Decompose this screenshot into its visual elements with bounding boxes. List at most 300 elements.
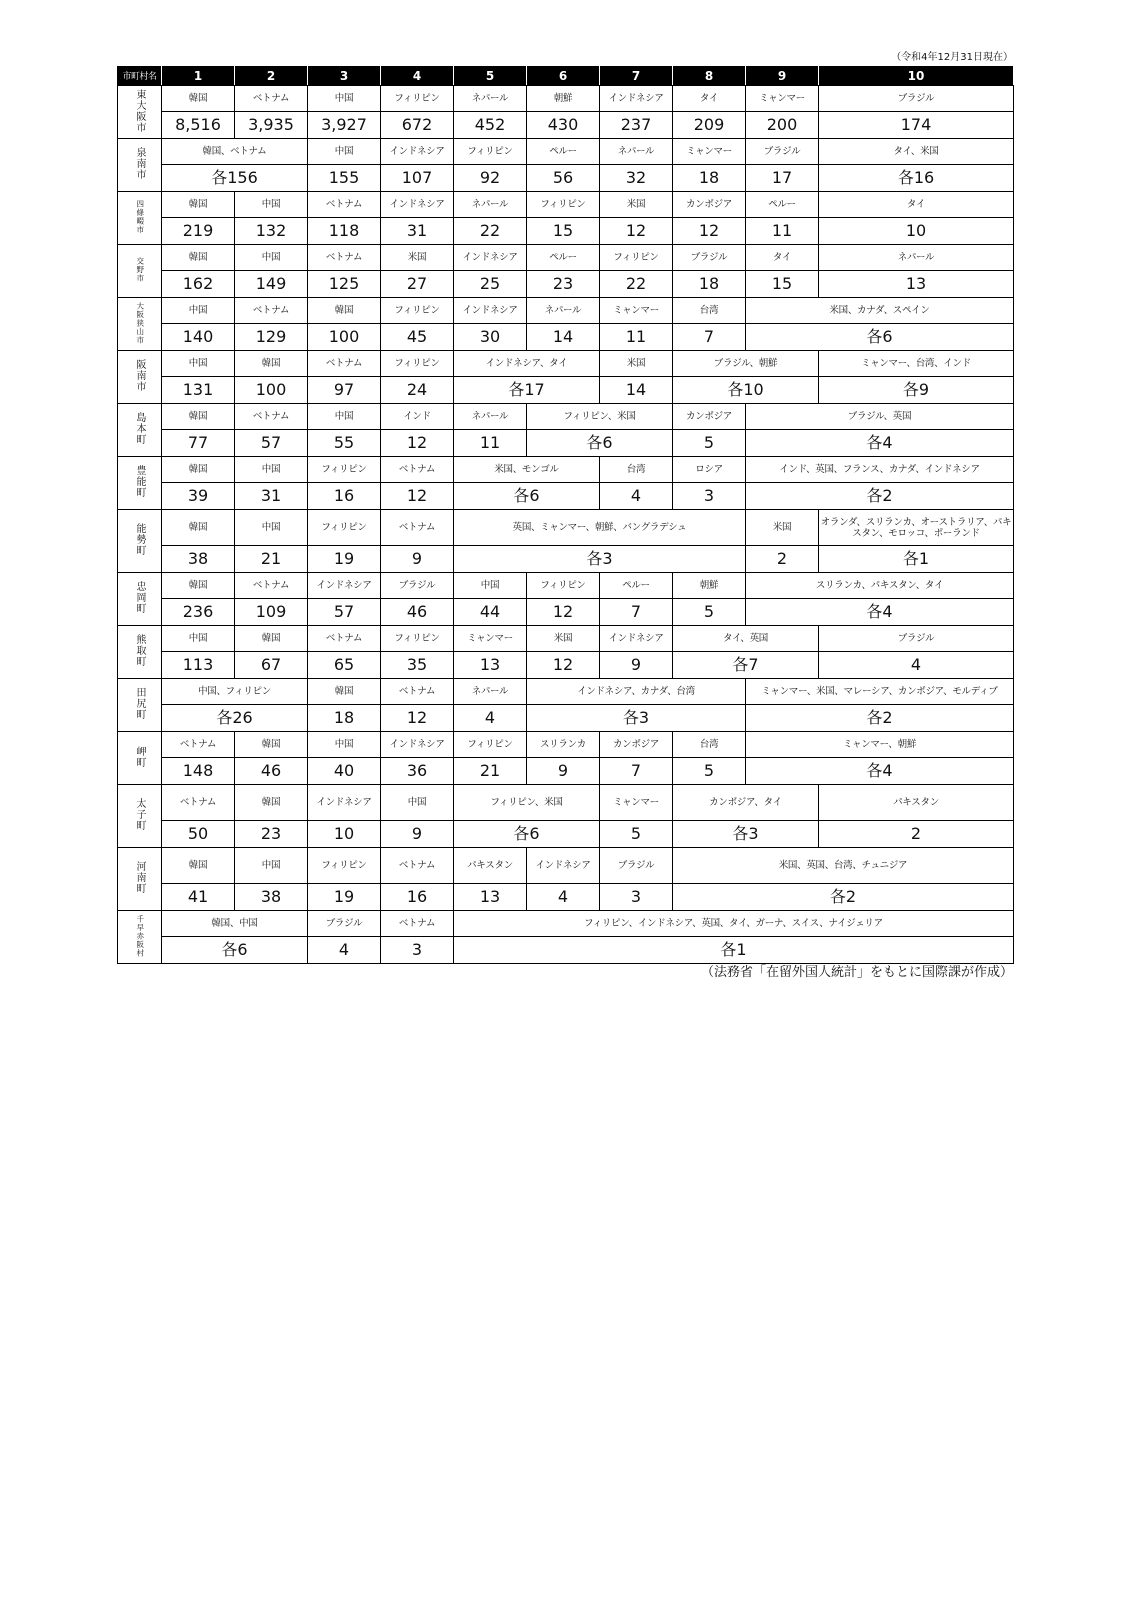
value-row [118,430,1014,457]
count-cell: 各3 [673,821,819,848]
municipality-name [118,404,162,457]
count-cell: 11 [454,430,527,457]
count-cell: 各2 [746,483,1014,510]
value-row [118,112,1014,139]
country-row [118,573,1014,599]
count-cell: 3,935 [235,112,308,139]
country-cell: カンボジア [673,192,746,218]
municipality-label: 能勢町 [134,523,145,556]
count-cell: 200 [746,112,819,139]
count-cell: 56 [527,165,600,192]
count-cell: 9 [600,652,673,679]
country-cell: フィリピン、米国 [454,785,600,821]
country-cell: ミャンマー [454,626,527,652]
count-cell: 140 [162,324,235,351]
country-cell: 米国 [381,245,454,271]
country-cell: インド [381,404,454,430]
count-cell: 45 [381,324,454,351]
country-cell: ネパール [454,86,527,112]
country-cell: ベトナム [381,679,454,705]
country-cell: ブラジル [673,245,746,271]
municipality-name [118,732,162,785]
country-cell: フィリピン、米国 [527,404,673,430]
municipality-label: 河南町 [134,861,145,894]
country-cell: インドネシア [381,732,454,758]
country-cell: ブラジル [819,86,1014,112]
country-cell: 台湾 [673,298,746,324]
count-cell: 57 [235,430,308,457]
country-cell: 朝鮮 [673,573,746,599]
country-cell: インド、英国、フランス、カナダ、インドネシア [746,457,1014,483]
country-row [118,510,1014,546]
count-cell: 各6 [746,324,1014,351]
country-cell: ブラジル、朝鮮 [673,351,819,377]
country-cell: ブラジル [381,573,454,599]
country-cell: タイ [673,86,746,112]
count-cell: 100 [308,324,381,351]
country-cell: ネパール [454,679,527,705]
count-cell: 113 [162,652,235,679]
value-row [118,599,1014,626]
count-cell: 各2 [673,884,1014,911]
count-cell: 27 [381,271,454,298]
count-cell: 17 [746,165,819,192]
count-cell: 21 [454,758,527,785]
count-cell: 19 [308,546,381,573]
count-cell: 各7 [673,652,819,679]
rank-header: 4 [381,66,454,86]
count-cell: 672 [381,112,454,139]
country-cell: 中国 [235,848,308,884]
country-row [118,679,1014,705]
country-row [118,732,1014,758]
count-cell: 各3 [454,546,746,573]
country-cell: ペルー [600,573,673,599]
count-cell: 97 [308,377,381,404]
municipality-label: 阪南市 [134,359,145,392]
count-cell: 155 [308,165,381,192]
country-cell: ミャンマー、米国、マレーシア、カンボジア、モルディブ [746,679,1014,705]
country-cell: ミャンマー [600,785,673,821]
country-cell: インドネシア [308,573,381,599]
country-cell: インドネシア、カナダ、台湾 [527,679,746,705]
country-cell: ベトナム [381,510,454,546]
country-cell: 中国 [162,298,235,324]
country-cell: インドネシア、タイ [454,351,600,377]
country-cell: 韓国 [162,573,235,599]
count-cell: 2 [819,821,1014,848]
municipality-label: 島本町 [134,412,145,445]
country-cell: 韓国 [235,626,308,652]
municipality-name [118,139,162,192]
count-cell: 22 [600,271,673,298]
country-cell: 韓国 [308,679,381,705]
country-cell: ベトナム [162,732,235,758]
municipality-name [118,192,162,245]
count-cell: 40 [308,758,381,785]
rank-header: 10 [819,66,1014,86]
country-cell: ミャンマー [600,298,673,324]
count-cell: 118 [308,218,381,245]
table-body [118,86,1014,964]
municipality-name [118,785,162,848]
count-cell: 39 [162,483,235,510]
count-cell: 46 [235,758,308,785]
country-cell: 米国 [746,510,819,546]
rank-header: 5 [454,66,527,86]
country-cell: ミャンマー、朝鮮 [746,732,1014,758]
count-cell: 9 [527,758,600,785]
count-cell: 各1 [819,546,1014,573]
count-cell: 13 [819,271,1014,298]
count-cell: 2 [746,546,819,573]
count-cell: 5 [673,599,746,626]
country-cell: インドネシア [381,192,454,218]
country-cell: インドネシア [600,626,673,652]
country-cell: ベトナム [308,192,381,218]
count-cell: 12 [673,218,746,245]
value-row [118,884,1014,911]
municipality-name [118,457,162,510]
country-cell: ベトナム [235,573,308,599]
country-cell: フィリピン [381,626,454,652]
count-cell: 10 [819,218,1014,245]
count-cell: 65 [308,652,381,679]
count-cell: 32 [600,165,673,192]
count-cell: 11 [746,218,819,245]
country-cell: ミャンマー [673,139,746,165]
country-cell: 中国 [162,626,235,652]
count-cell: 44 [454,599,527,626]
country-cell: インドネシア [454,245,527,271]
country-cell: ベトナム [235,298,308,324]
count-cell: 36 [381,758,454,785]
country-cell: 米国 [600,192,673,218]
count-cell: 31 [235,483,308,510]
country-row [118,192,1014,218]
source-note: （法務省「在留外国人統計」をもとに国際課が作成） [700,965,1013,980]
country-row [118,86,1014,112]
count-cell: 18 [673,165,746,192]
count-cell: 各6 [454,483,600,510]
municipality-name [118,298,162,351]
count-cell: 4 [819,652,1014,679]
count-cell: 10 [308,821,381,848]
country-cell: ブラジル [819,626,1014,652]
municipality-name [118,245,162,298]
country-cell: 韓国 [162,245,235,271]
rank-header: 7 [600,66,673,86]
country-cell: フィリピン [381,298,454,324]
count-cell: 13 [454,652,527,679]
country-cell: ベトナム [162,785,235,821]
municipality-name [118,573,162,626]
country-cell: タイ、米国 [819,139,1014,165]
count-cell: 各6 [162,937,308,964]
country-cell: 米国 [527,626,600,652]
value-row [118,758,1014,785]
municipality-name [118,848,162,911]
country-cell: インドネシア [600,86,673,112]
country-row [118,911,1014,937]
country-cell: ベトナム [308,626,381,652]
count-cell: 30 [454,324,527,351]
count-cell: 9 [381,546,454,573]
country-cell: ベトナム [235,86,308,112]
count-cell: 各10 [673,377,819,404]
count-cell: 41 [162,884,235,911]
country-cell: 韓国 [162,848,235,884]
count-cell: 3 [600,884,673,911]
country-cell: 米国 [600,351,673,377]
count-cell: 4 [600,483,673,510]
value-row [118,821,1014,848]
country-cell: 韓国 [162,404,235,430]
country-cell: 朝鮮 [527,86,600,112]
count-cell: 9 [381,821,454,848]
country-cell: 中国 [308,404,381,430]
country-cell: 韓国 [162,457,235,483]
count-cell: 15 [527,218,600,245]
country-cell: 英国、ミャンマー、朝鮮、バングラデシュ [454,510,746,546]
municipality-name [118,679,162,732]
value-row [118,271,1014,298]
country-cell: 米国、英国、台湾、チュニジア [673,848,1014,884]
country-cell: パキスタン [819,785,1014,821]
count-cell: 14 [600,377,673,404]
country-cell: 中国 [235,510,308,546]
country-cell: 韓国 [308,298,381,324]
country-cell: ブラジル [746,139,819,165]
count-cell: 25 [454,271,527,298]
municipality-label: 泉南市 [134,147,145,180]
count-cell: 13 [454,884,527,911]
country-cell: ミャンマー、台湾、インド [819,351,1014,377]
count-cell: 107 [381,165,454,192]
count-cell: 4 [454,705,527,732]
country-cell: 中国、フィリピン [162,679,308,705]
country-cell: パキスタン [454,848,527,884]
value-row [118,937,1014,964]
country-cell: 韓国、中国 [162,911,308,937]
count-cell: 209 [673,112,746,139]
country-row [118,457,1014,483]
count-cell: 12 [381,705,454,732]
count-cell: 各16 [819,165,1014,192]
municipality-label: 熊取町 [134,634,145,667]
country-cell: インドネシア [527,848,600,884]
count-cell: 148 [162,758,235,785]
country-cell: ベトナム [235,404,308,430]
country-cell: タイ [746,245,819,271]
count-cell: 35 [381,652,454,679]
count-cell: 14 [527,324,600,351]
municipality-name [118,626,162,679]
count-cell: 7 [600,599,673,626]
count-cell: 162 [162,271,235,298]
count-cell: 5 [673,430,746,457]
value-row [118,705,1014,732]
count-cell: 92 [454,165,527,192]
country-row [118,139,1014,165]
count-cell: 7 [673,324,746,351]
country-cell: 中国 [381,785,454,821]
country-cell: フィリピン [381,351,454,377]
country-cell: スリランカ、パキスタン、タイ [746,573,1014,599]
count-cell: 38 [162,546,235,573]
count-cell: 各9 [819,377,1014,404]
country-cell: ベトナム [308,245,381,271]
country-cell: ブラジル [308,911,381,937]
count-cell: 各6 [454,821,600,848]
count-cell: 174 [819,112,1014,139]
count-cell: 23 [235,821,308,848]
count-cell: 各26 [162,705,308,732]
count-cell: 452 [454,112,527,139]
rank-header: 3 [308,66,381,86]
value-row [118,218,1014,245]
count-cell: 57 [308,599,381,626]
count-cell: 23 [527,271,600,298]
country-row [118,626,1014,652]
municipality-label: 豊能町 [134,465,145,498]
country-cell: ペルー [527,245,600,271]
count-cell: 67 [235,652,308,679]
count-cell: 4 [527,884,600,911]
count-cell: 430 [527,112,600,139]
count-cell: 3 [673,483,746,510]
country-row [118,404,1014,430]
count-cell: 各3 [527,705,746,732]
municipality-label: 岬町 [134,745,145,768]
count-cell: 各156 [162,165,308,192]
count-cell: 131 [162,377,235,404]
country-cell: カンボジア、タイ [673,785,819,821]
country-cell: 韓国 [235,785,308,821]
count-cell: 219 [162,218,235,245]
country-cell: ネパール [600,139,673,165]
country-cell: フィリピン [600,245,673,271]
count-cell: 5 [673,758,746,785]
country-cell: タイ [819,192,1014,218]
count-cell: 各6 [527,430,673,457]
country-row [118,298,1014,324]
country-cell: 台湾 [600,457,673,483]
count-cell: 55 [308,430,381,457]
rank-header: 8 [673,66,746,86]
country-cell: 中国 [235,245,308,271]
country-cell: ネパール [454,404,527,430]
count-cell: 各2 [746,705,1014,732]
rank-header: 9 [746,66,819,86]
count-cell: 15 [746,271,819,298]
country-cell: 中国 [308,139,381,165]
count-cell: 各4 [746,758,1014,785]
rank-header: 1 [162,66,235,86]
rank-header: 2 [235,66,308,86]
count-cell: 4 [308,937,381,964]
country-cell: 台湾 [673,732,746,758]
country-row [118,245,1014,271]
country-cell: フィリピン [308,510,381,546]
municipality-label: 四條畷市 [135,199,145,234]
country-cell: フィリピン [527,573,600,599]
country-cell: 米国、モンゴル [454,457,600,483]
count-cell: 19 [308,884,381,911]
country-cell: インドネシア [308,785,381,821]
value-row [118,546,1014,573]
country-cell: 中国 [235,457,308,483]
country-cell: 韓国 [235,732,308,758]
count-cell: 109 [235,599,308,626]
count-cell: 22 [454,218,527,245]
municipality-name [118,911,162,964]
count-cell: 132 [235,218,308,245]
municipality-label: 東大阪市 [134,88,145,133]
municipality-label: 田尻町 [134,687,145,720]
count-cell: 18 [673,271,746,298]
country-cell: 中国 [454,573,527,599]
country-cell: ベトナム [381,848,454,884]
country-cell: ミャンマー [746,86,819,112]
country-cell: ベトナム [381,457,454,483]
country-cell: 中国 [308,86,381,112]
count-cell: 12 [527,652,600,679]
country-cell: フィリピン、インドネシア、英国、タイ、ガーナ、スイス、ナイジェリア [454,911,1014,937]
count-cell: 16 [308,483,381,510]
municipality-name [118,86,162,139]
count-cell: 77 [162,430,235,457]
country-cell: ペルー [746,192,819,218]
country-cell: フィリピン [454,139,527,165]
country-cell: 韓国 [235,351,308,377]
count-cell: 237 [600,112,673,139]
country-cell: ブラジル [600,848,673,884]
value-row [118,165,1014,192]
count-cell: 21 [235,546,308,573]
count-cell: 16 [381,884,454,911]
country-cell: フィリピン [381,86,454,112]
count-cell: 24 [381,377,454,404]
country-cell: ネパール [454,192,527,218]
country-cell: フィリピン [308,457,381,483]
country-cell: ネパール [527,298,600,324]
count-cell: 各4 [746,599,1014,626]
count-cell: 31 [381,218,454,245]
value-row [118,652,1014,679]
value-row [118,324,1014,351]
rank-header: 6 [527,66,600,86]
country-cell: フィリピン [308,848,381,884]
country-cell: ベトナム [381,911,454,937]
count-cell: 125 [308,271,381,298]
country-cell: スリランカ [527,732,600,758]
header-row [118,66,1014,86]
municipality-label: 千早赤阪村 [135,914,145,957]
country-cell: インドネシア [381,139,454,165]
count-cell: 11 [600,324,673,351]
count-cell: 12 [527,599,600,626]
count-cell: 129 [235,324,308,351]
country-cell: 中国 [235,192,308,218]
country-cell: 韓国 [162,510,235,546]
count-cell: 各1 [454,937,1014,964]
country-cell: カンボジア [673,404,746,430]
country-cell: ネパール [819,245,1014,271]
count-cell: 8,516 [162,112,235,139]
municipality-name [118,351,162,404]
country-cell: フィリピン [454,732,527,758]
